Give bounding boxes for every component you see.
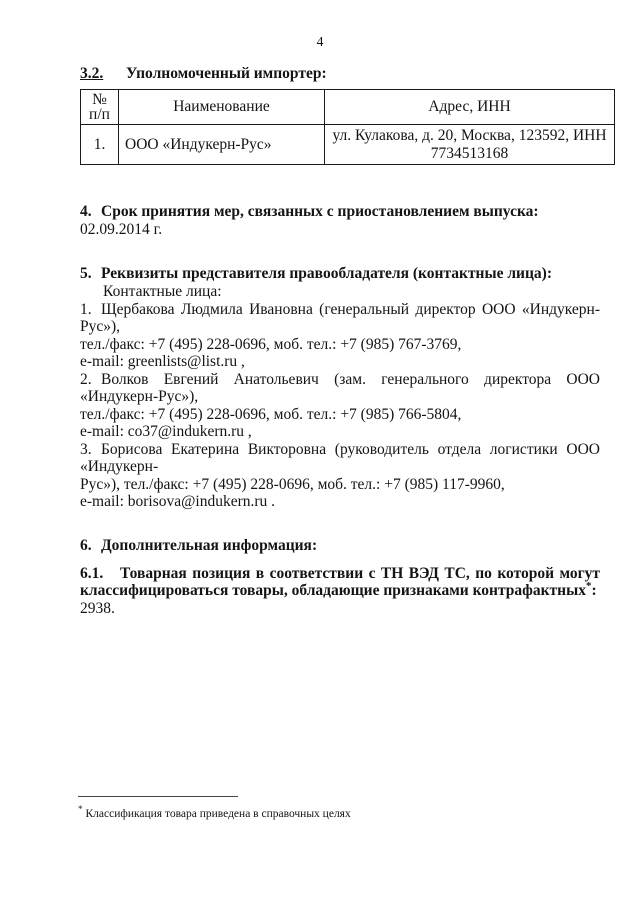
contact-2-number: 2.: [80, 370, 92, 388]
contact-1-number: 1.: [80, 300, 92, 318]
section-3-2-heading: [80, 64, 614, 83]
footnote: [78, 796, 548, 821]
section-6-1-text-2: классифицироваться товары, обладающие признаками контрафактных: [80, 582, 586, 599]
contact-1-name: Щербакова Людмила Ивановна (генеральный директор ООО «Индукерн-Рус»),: [80, 300, 600, 335]
section-6-number: 6.: [80, 536, 92, 554]
importer-table: [80, 89, 615, 165]
contact-3-name: Борисова Екатерина Викторовна (руководитель отдела логистики ООО «Индукерн-: [80, 440, 600, 475]
contact-2-name: Волков Евгений Анатольевич (зам. генерального директора ООО «Индукерн-Рус»),: [80, 370, 600, 405]
contact-3-line-2: Рус»), тел./факс: +7 (495) 228-0696, моб. тел.: +7 (985) 117-9960,: [80, 475, 505, 493]
contact-entry: [80, 301, 600, 371]
section-3-2-number: 3.2.: [80, 65, 104, 82]
importer-address-cell: ул. Кулакова, д. 20, Москва, 123592, ИНН 7734513168: [325, 125, 615, 165]
contact-2-line-3: e-mail: co37@indukern.ru ,: [80, 423, 252, 440]
column-header-name: Наименование: [119, 90, 325, 125]
table-row: [81, 125, 615, 165]
column-header-address: Адрес, ИНН: [325, 90, 615, 125]
column-header-num-line2: п/п: [89, 106, 110, 123]
page-number: 4: [316, 35, 324, 50]
row-number-cell: 1.: [81, 125, 119, 165]
contact-entry: [80, 371, 600, 441]
table-header-row: [81, 90, 615, 125]
section-4: [80, 203, 600, 239]
importer-name-cell: ООО «Индукерн-Рус»: [119, 125, 325, 165]
footnote-text: Классификация товара приведена в справочных целях: [85, 807, 351, 820]
section-6-1-number: 6.1.: [80, 564, 104, 582]
section-5-title: Реквизиты представителя правообладателя (контактные лица):: [101, 265, 552, 282]
section-6-1-colon: :: [591, 582, 597, 599]
section-6-heading: [80, 537, 600, 555]
footnote-asterisk-ref: *: [585, 579, 592, 592]
section-4-label: Срок принятия мер, связанных с приостановлением выпуска:: [101, 203, 539, 220]
footnote-separator-rule: [78, 796, 238, 797]
column-header-row-number: [81, 90, 119, 125]
section-4-value: 02.09.2014 г.: [80, 221, 163, 238]
section-6-1-line-1: [80, 565, 600, 583]
contact-entry: [80, 441, 600, 511]
footnote-text-line: [78, 802, 548, 821]
section-3-2-title: Уполномоченный импортер:: [126, 65, 327, 82]
contact-1-line-3: e-mail: greenlists@list.ru ,: [80, 353, 245, 370]
contact-2-line-2: тел./факс: +7 (495) 228-0696, моб. тел.: +7 (985) 766-5804,: [80, 405, 462, 423]
section-6-1-line-2: [80, 579, 600, 600]
contact-1-line-2: тел./факс: +7 (495) 228-0696, моб. тел.: +7 (985) 767-3769,: [80, 335, 462, 353]
contact-1-line-1: [80, 301, 600, 336]
column-header-num-line1: №: [92, 91, 107, 108]
section-5-number: 5.: [80, 265, 92, 282]
footnote-marker: *: [78, 804, 83, 814]
contact-3-number: 3.: [80, 440, 92, 458]
contact-2-line-1: [80, 371, 600, 406]
section-5-heading: [80, 265, 600, 283]
section-4-number: 4.: [80, 203, 92, 220]
section-6-1: [80, 565, 600, 618]
section-6-title: Дополнительная информация:: [101, 536, 318, 554]
contact-3-line-3: e-mail: borisova@indukern.ru .: [80, 493, 276, 510]
tnved-code-value: 2938.: [80, 599, 115, 617]
contact-3-line-1: [80, 441, 600, 476]
section-6-1-text-1: Товарная позиция в соответствии с ТН ВЭД ТС, по которой могут: [120, 564, 600, 582]
contacts-subtitle: Контактные лица:: [103, 283, 222, 300]
contact-list: [80, 301, 600, 511]
document-content: [80, 64, 614, 617]
